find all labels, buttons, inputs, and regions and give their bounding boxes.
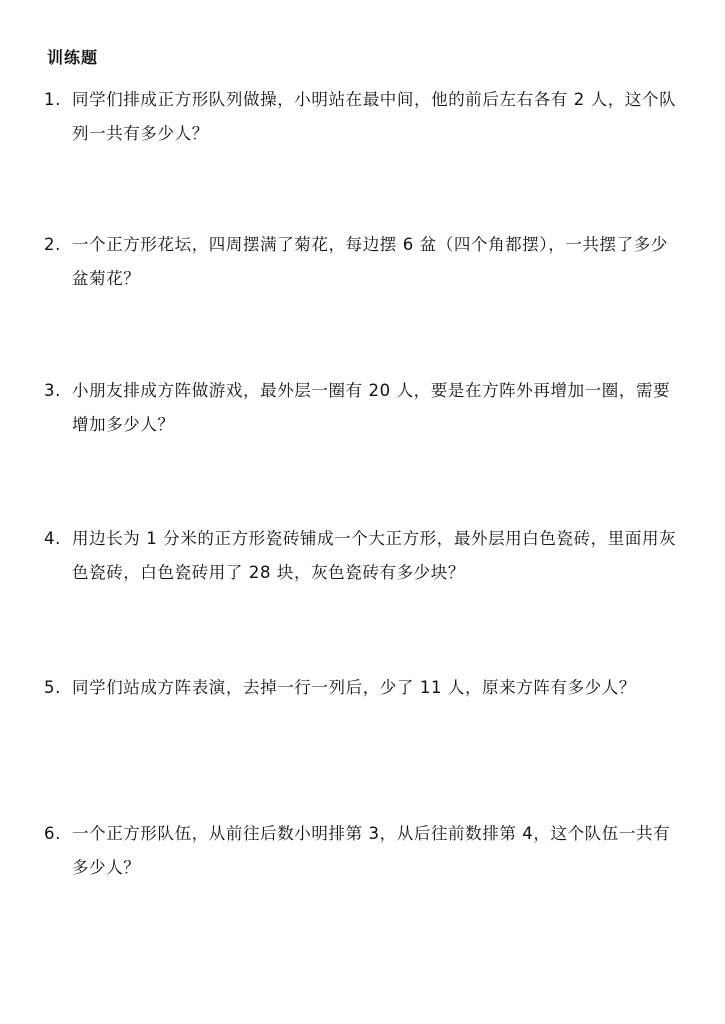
problem-5 — [44, 671, 680, 705]
problem-text: 同学们排成正方形队列做操，小明站在最中间，他的前后左右各有 2 人，这个队列一共有多少人？ — [72, 90, 677, 143]
problem-number: 1. — [44, 90, 61, 109]
problem-3 — [44, 374, 680, 442]
problem-number: 6. — [44, 824, 61, 843]
problem-4 — [44, 522, 680, 590]
problem-text: 同学们站成方阵表演，去掉一行一列后，少了 11 人，原来方阵有多少人？ — [72, 678, 636, 697]
problem-2 — [44, 228, 680, 296]
problem-text: 小朋友排成方阵做游戏，最外层一圈有 20 人，要是在方阵外再增加一圈，需要增加多少人？ — [72, 381, 671, 434]
problem-number: 3. — [44, 381, 61, 400]
problem-number: 5. — [44, 678, 61, 697]
problem-number: 2. — [44, 235, 61, 254]
problem-text: 一个正方形花坛，四周摆满了菊花，每边摆 6 盆（四个角都摆），一共摆了多少盆菊花？ — [72, 235, 668, 288]
problem-number: 4. — [44, 529, 61, 548]
problem-text: 用边长为 1 分米的正方形瓷砖铺成一个大正方形，最外层用白色瓷砖，里面用灰色瓷砖，白色瓷砖用了 28 块，灰色瓷砖有多少块？ — [72, 529, 677, 582]
problem-1 — [44, 83, 680, 151]
page-title: 训练题 — [47, 48, 99, 67]
problem-text: 一个正方形队伍，从前往后数小明排第 3，从后往前数排第 4，这个队伍一共有多少人？ — [72, 824, 671, 877]
problem-6 — [44, 817, 680, 885]
